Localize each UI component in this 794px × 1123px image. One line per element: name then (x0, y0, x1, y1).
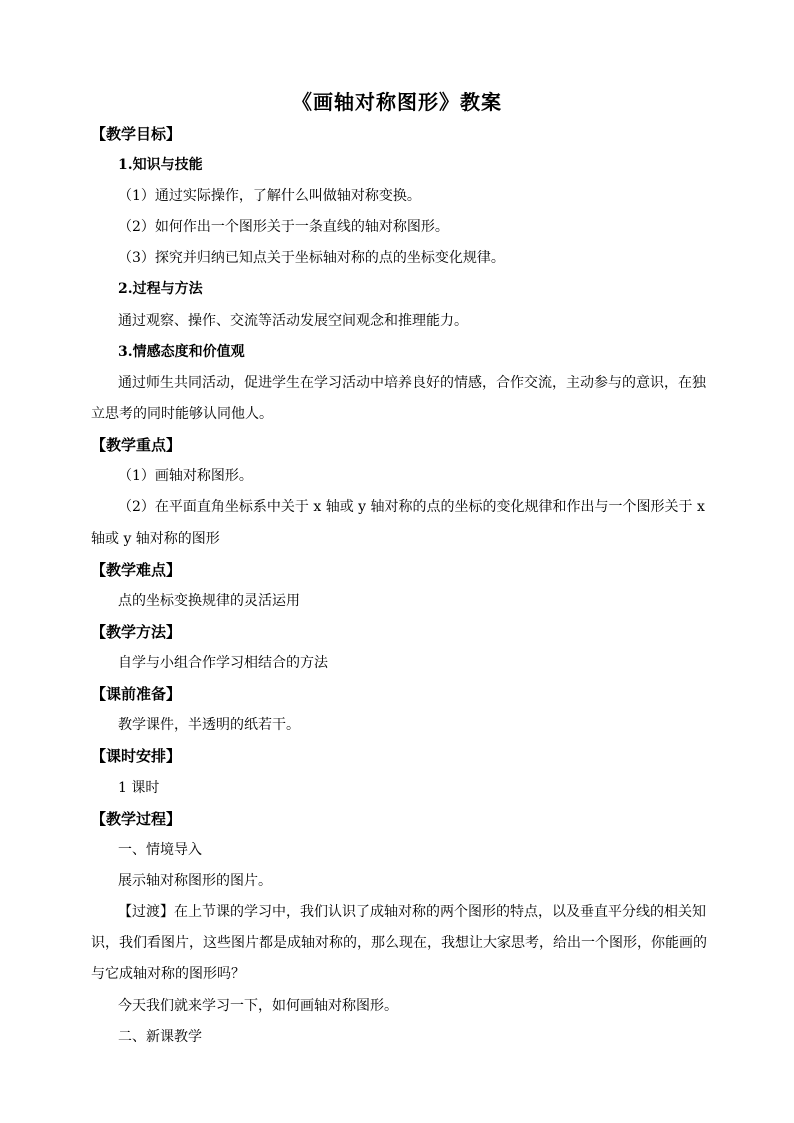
process-step-2: 二、新课教学 (118, 1029, 202, 1045)
method-text: 自学与小组合作学习相结合的方法 (118, 655, 328, 671)
section-heading-method: 【教学方法】 (91, 623, 182, 641)
section-heading-process: 【教学过程】 (91, 810, 182, 828)
subheading-knowledge-skills: 1.知识与技能 (118, 157, 203, 173)
goal-item-1: （1）通过实际操作，了解什么叫做轴对称变换。 (118, 188, 421, 204)
attitude-text-line-2: 立思考的同时能够认同他人。 (91, 406, 273, 422)
keypoint-item-1: （1）画轴对称图形。 (118, 468, 253, 484)
transition-line-3: 与它成轴对称的图形吗？ (91, 966, 245, 982)
section-heading-schedule: 【课时安排】 (91, 747, 182, 765)
subheading-attitude-values: 3.情感态度和价值观 (118, 344, 245, 360)
process-paragraph-2: 今天我们就来学习一下，如何画轴对称图形。 (118, 998, 398, 1014)
transition-line-2: 识，我们看图片，这些图片都是成轴对称的，那么现在，我想让大家思考，给出一个图形，你能画的 (91, 935, 707, 951)
difficulty-text: 点的坐标变换规律的灵活运用 (118, 593, 300, 609)
section-heading-goals: 【教学目标】 (91, 125, 182, 143)
keypoint-item-2-line-1: （2）在平面直角坐标系中关于 x 轴或 y 轴对称的点的坐标的变化规律和作出与一个图形关于 x (118, 499, 705, 515)
process-method-text: 通过观察、操作、交流等活动发展空间观念和推理能力。 (118, 313, 468, 329)
section-heading-prep: 【课前准备】 (91, 685, 182, 703)
transition-line-1: 【过渡】在上节课的学习中，我们认识了成轴对称的两个图形的特点，以及垂直平分线的相关知 (118, 904, 706, 920)
attitude-text-line-1: 通过师生共同活动，促进学生在学习活动中培养良好的情感，合作交流，主动参与的意识，在独 (118, 375, 706, 391)
process-step-1: 一、情境导入 (118, 842, 202, 858)
schedule-text: 1 课时 (118, 780, 160, 796)
goal-item-2: （2）如何作出一个图形关于一条直线的轴对称图形。 (118, 219, 449, 235)
document-title: 《画轴对称图形》教案 (292, 90, 502, 114)
keypoint-item-2-line-2: 轴或 y 轴对称的图形 (91, 531, 220, 547)
goal-item-3: （3）探究并归纳已知点关于坐标轴对称的点的坐标变化规律。 (118, 250, 505, 266)
prep-text: 教学课件，半透明的纸若干。 (118, 717, 300, 733)
section-heading-difficulty: 【教学难点】 (91, 561, 182, 579)
subheading-process-method: 2.过程与方法 (118, 281, 203, 297)
process-paragraph-1: 展示轴对称图形的图片。 (118, 873, 272, 889)
section-heading-keypoints: 【教学重点】 (91, 436, 182, 454)
